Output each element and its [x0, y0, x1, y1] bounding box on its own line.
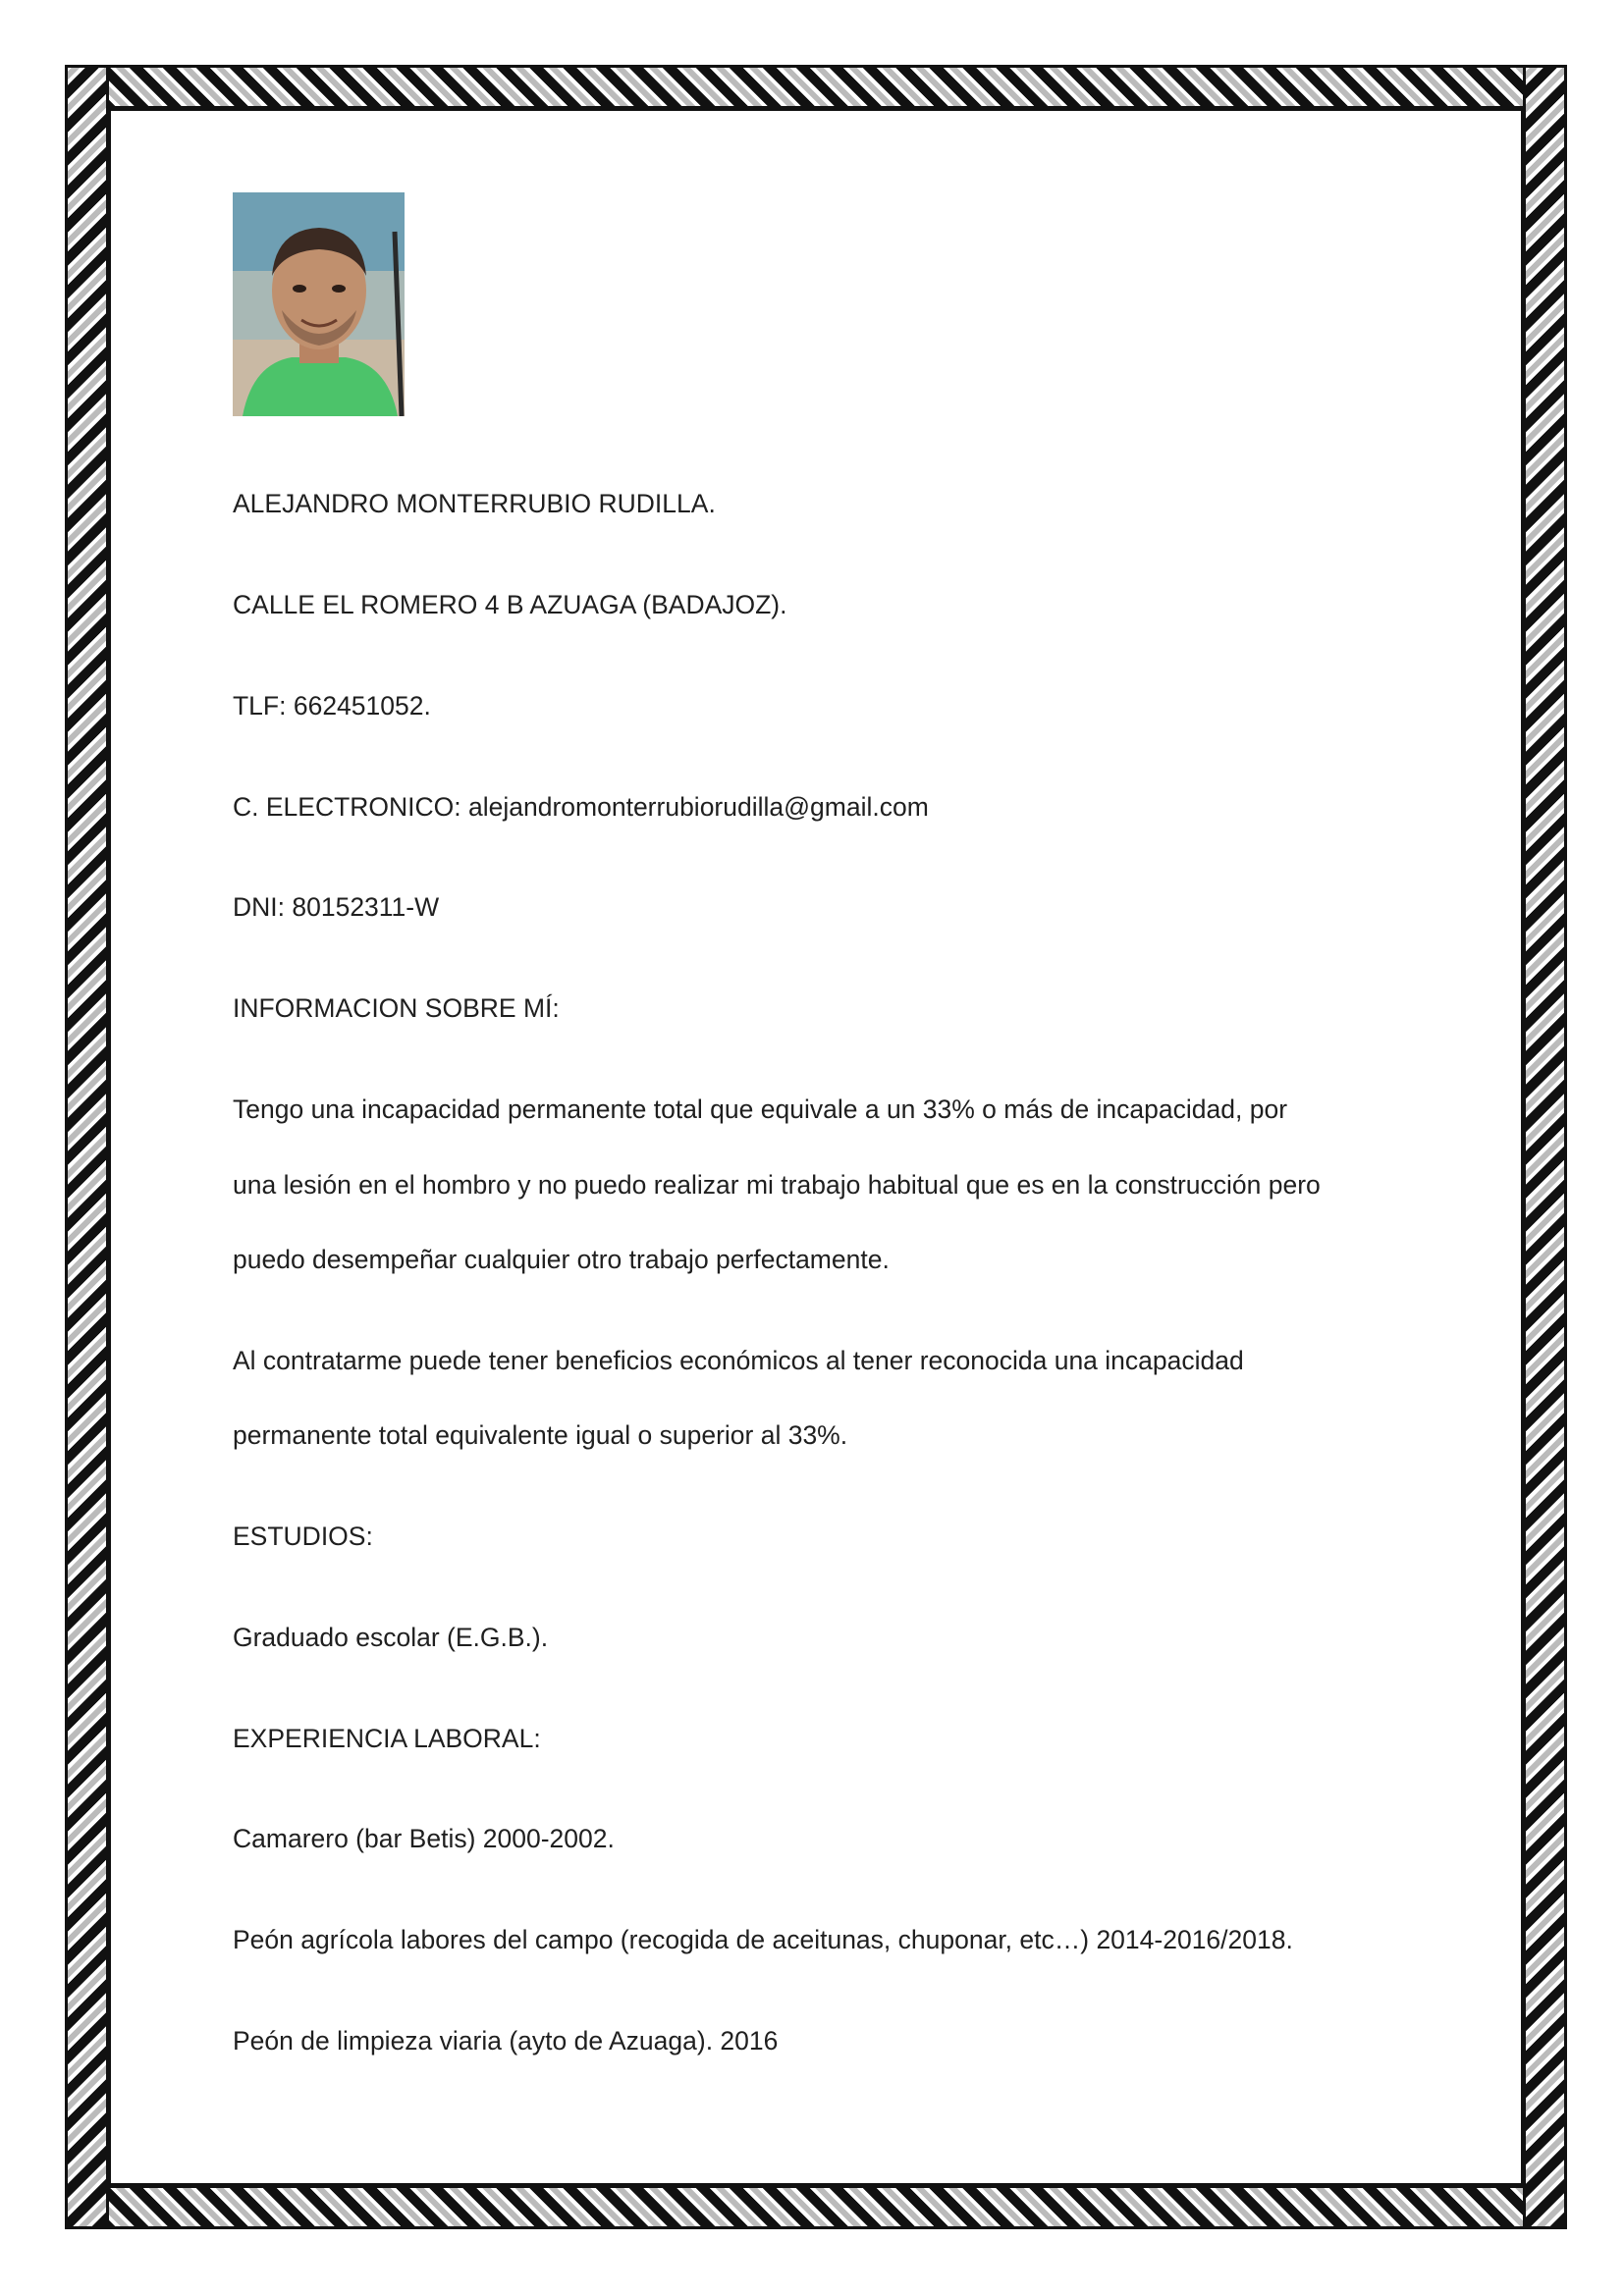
studies-item: Graduado escolar (E.G.B.).	[233, 1623, 549, 1652]
about-paragraph-1-line: puedo desempeñar cualquier otro trabajo perfectamente.	[233, 1245, 890, 1274]
decorative-border-bottom	[65, 2185, 1567, 2229]
experience-item: Camarero (bar Betis) 2000-2002.	[233, 1824, 615, 1853]
decorative-border-left	[65, 65, 109, 2229]
experience-item: Peón agrícola labores del campo (recogida de aceitunas, chuponar, etc…) 2014-2016/2018.	[233, 1925, 1293, 1954]
phone: TLF: 662451052.	[233, 691, 431, 721]
about-paragraph-1-line: Tengo una incapacidad permanente total que equivale a un 33% o más de incapacidad, por	[233, 1095, 1288, 1124]
decorative-border-right	[1523, 65, 1567, 2229]
about-paragraph-1-line: una lesión en el hombro y no puedo realizar mi trabajo habitual que es en la construcción pero	[233, 1170, 1321, 1200]
experience-heading: EXPERIENCIA LABORAL:	[233, 1724, 541, 1753]
about-paragraph-2-line: permanente total equivalente igual o superior al 33%.	[233, 1420, 848, 1450]
decorative-border-top	[65, 65, 1567, 109]
about-heading: INFORMACION SOBRE MÍ:	[233, 993, 560, 1023]
about-paragraph-2-line: Al contratarme puede tener beneficios económicos al tener reconocida una incapacidad	[233, 1346, 1244, 1375]
studies-heading: ESTUDIOS:	[233, 1522, 373, 1551]
profile-photo	[233, 192, 405, 416]
dni: DNI: 80152311-W	[233, 892, 440, 922]
address: CALLE EL ROMERO 4 B AZUAGA (BADAJOZ).	[233, 590, 787, 619]
page-frame	[109, 109, 1523, 2185]
candidate-name: ALEJANDRO MONTERRUBIO RUDILLA.	[233, 489, 716, 518]
experience-item: Peón de limpieza viaria (ayto de Azuaga). 2016	[233, 2026, 779, 2056]
email: C. ELECTRONICO: alejandromonterrubiorudilla@gmail.com	[233, 792, 929, 822]
